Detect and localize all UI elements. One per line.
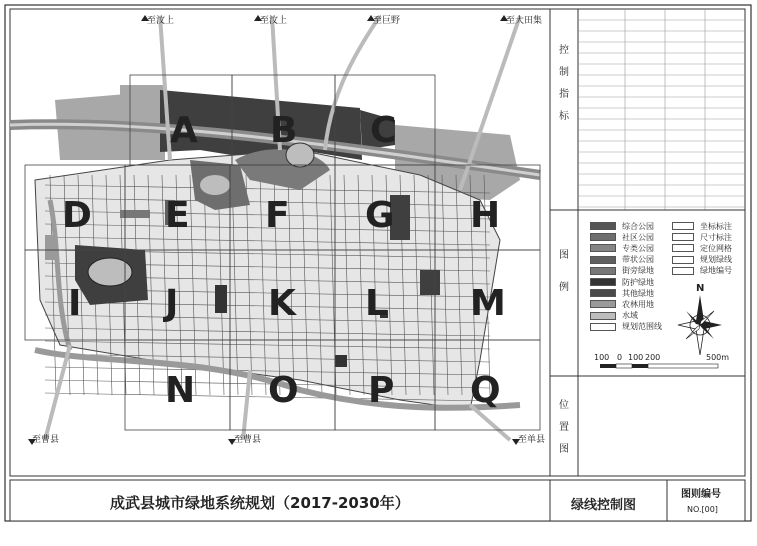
legend-label: 专类公园 (622, 243, 654, 253)
legend-label: 尺寸标注 (700, 232, 732, 242)
legend-label: 规划绿线 (700, 255, 732, 265)
grid-letter-a: A (170, 110, 198, 151)
legend-item (590, 277, 654, 287)
legend-item (590, 255, 654, 265)
green-id-icon (672, 267, 694, 275)
side-label-location: 位 置 图 (559, 400, 569, 455)
legend-item (672, 221, 732, 231)
legend-item (590, 288, 654, 298)
legend-item (590, 322, 662, 332)
grid-letter-c: C (370, 110, 397, 151)
legend-item (590, 299, 654, 309)
grid-letter-p: P (368, 370, 395, 411)
legend-label: 规划范围线 (622, 322, 662, 332)
legend-item (590, 221, 654, 231)
grid-letter-b: B (270, 110, 298, 151)
sheet-number-label: 图则编号 (681, 489, 721, 500)
road-label-top-4: 至大田集 (506, 16, 543, 26)
control-index-table (578, 9, 745, 210)
scale-label-3: 100 (628, 353, 644, 362)
legend-swatch (590, 233, 616, 241)
scale-label-1: 100 (594, 353, 610, 362)
legend-label: 定位网格 (700, 243, 732, 253)
road-label-bottom-1: 至曹县 (32, 435, 60, 445)
grid-letter-h: H (470, 195, 501, 236)
coordinate-mark-icon (672, 222, 694, 230)
legend-item (672, 266, 732, 276)
page-title: 成武县城市绿地系统规划（2017-2030年） (110, 494, 410, 512)
grid-letter-g: G (365, 195, 395, 236)
green-line-icon (672, 256, 694, 264)
sheet-name: 绿线控制图 (571, 498, 637, 513)
legend-swatch (590, 323, 616, 331)
grid-letter-j: J (165, 283, 179, 324)
legend-swatch (590, 278, 616, 286)
legend-item (672, 255, 732, 265)
grid-letter-e: E (165, 195, 190, 236)
legend-item (672, 232, 732, 242)
grid-letter-l: L (365, 283, 388, 324)
road-label-bottom-2: 至曹县 (234, 435, 262, 445)
grid-letter-m: M (470, 283, 506, 324)
side-label-legend: 图 例 (559, 250, 569, 293)
legend-swatch (590, 312, 616, 320)
road-label-bottom-3: 至单县 (518, 435, 546, 445)
legend-swatch (590, 267, 616, 275)
road-label-top-1: 至汶上 (147, 16, 175, 26)
legend-item (590, 243, 654, 253)
legend-label: 水域 (622, 311, 638, 321)
legend-swatch (590, 256, 616, 264)
legend-item (590, 266, 654, 276)
grid-letter-f: F (265, 195, 290, 236)
legend-item (590, 232, 654, 242)
scale-label-4: 200 (645, 353, 661, 362)
legend-item (672, 243, 732, 253)
legend-swatch (590, 300, 616, 308)
road-label-top-2: 至汶上 (260, 16, 288, 26)
legend-label: 坐标标注 (700, 221, 732, 231)
legend-swatch (590, 289, 616, 297)
legend-label: 街旁绿地 (622, 266, 654, 276)
legend-label: 农林用地 (622, 299, 654, 309)
grid-letter-q: Q (470, 370, 501, 411)
grid-letter-k: K (268, 283, 296, 324)
side-label-control: 控 制 指 标 (559, 45, 569, 122)
legend-label: 防护绿地 (622, 277, 654, 287)
sheet-number: NO.[00] (687, 505, 718, 514)
legend-label: 带状公园 (622, 255, 654, 265)
grid-letter-n: N (165, 370, 196, 411)
grid-icon (672, 244, 694, 252)
legend-label: 其他绿地 (622, 288, 654, 298)
dimension-mark-icon (672, 233, 694, 241)
grid-letter-i: I (68, 283, 82, 324)
location-panel (578, 376, 745, 476)
grid-letter-o: O (268, 370, 299, 411)
scale-label-5: 500m (706, 353, 730, 362)
north-label: N (696, 283, 705, 294)
road-label-top-3: 至巨野 (373, 16, 401, 26)
legend-item (590, 311, 638, 321)
legend-label: 绿地编号 (700, 266, 732, 276)
legend-label: 社区公园 (622, 232, 654, 242)
legend-swatch (590, 222, 616, 230)
grid-letter-d: D (62, 195, 92, 236)
scale-bar (600, 364, 718, 368)
legend-label: 综合公园 (622, 221, 654, 231)
scale-label-2: 0 (617, 353, 623, 362)
legend-swatch (590, 244, 616, 252)
